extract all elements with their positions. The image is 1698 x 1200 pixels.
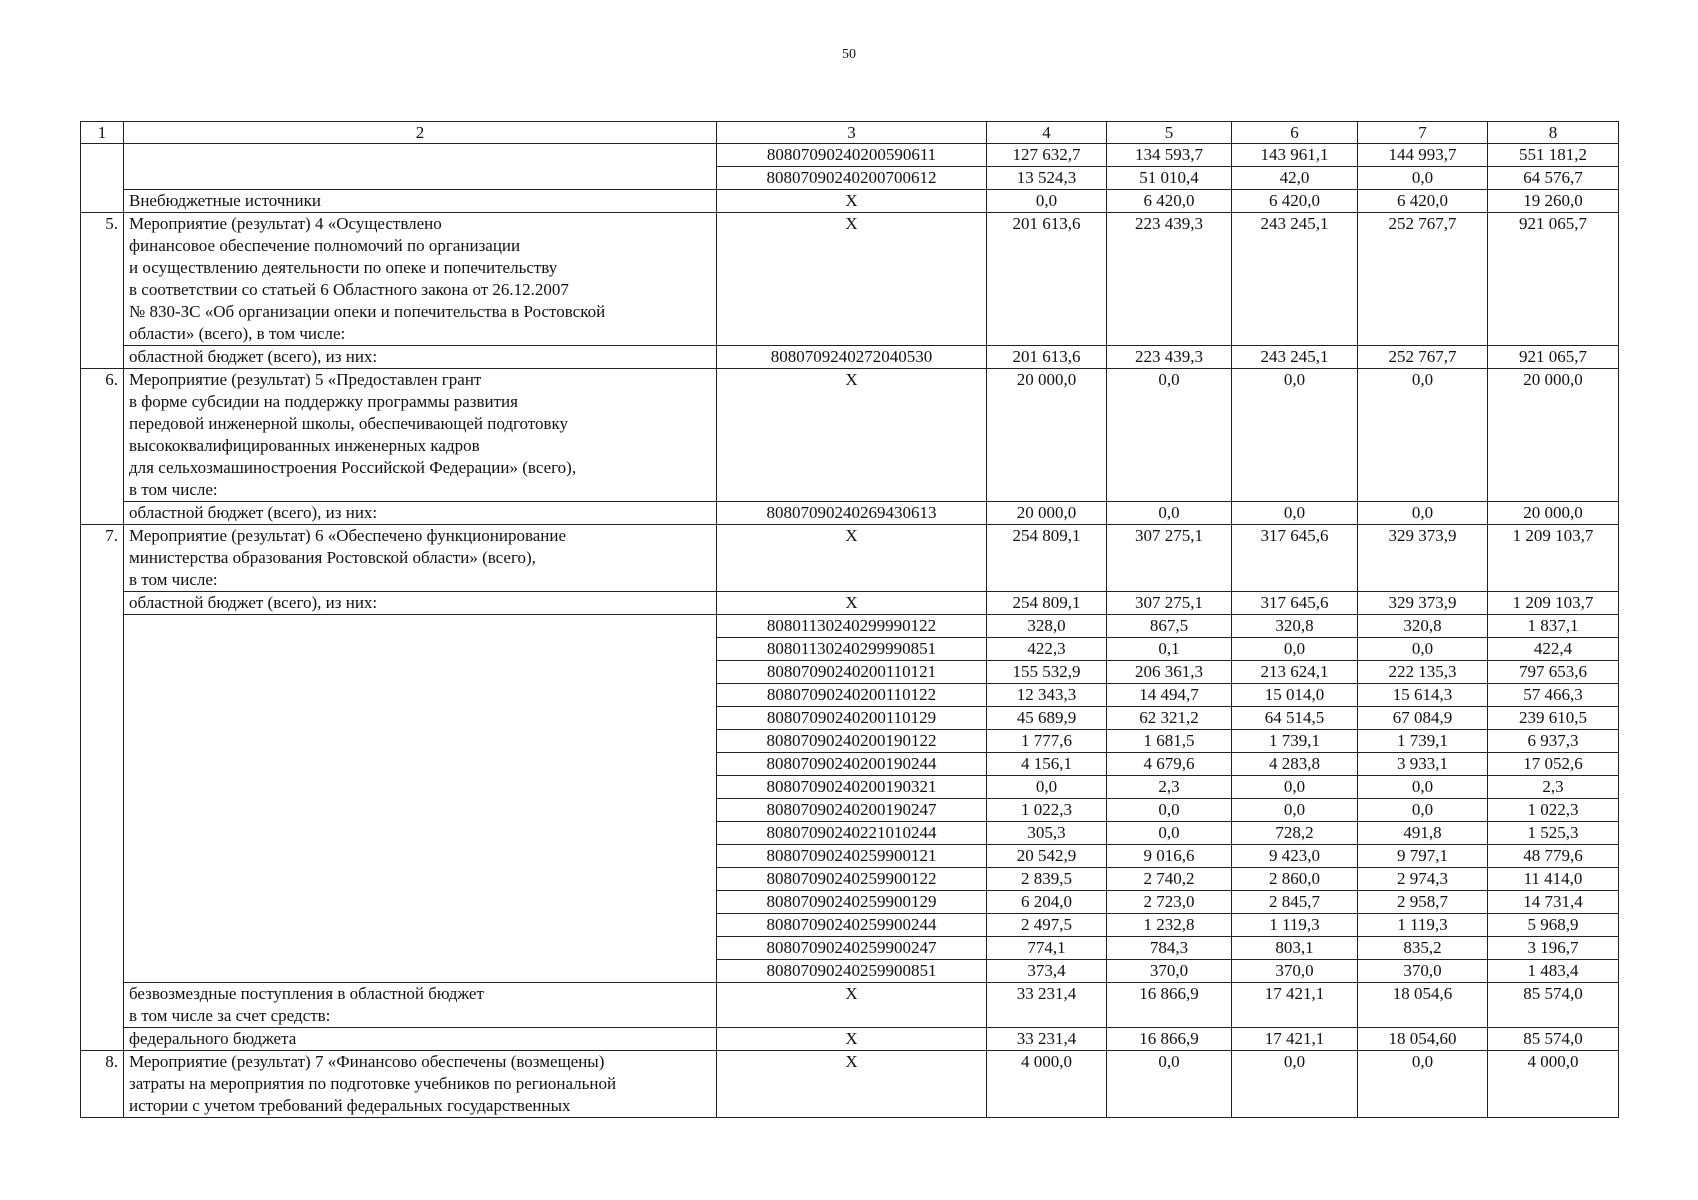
amount-cell: 4 000,0 [1488, 1051, 1619, 1118]
table-row [81, 799, 1619, 822]
column-number: 2 [124, 122, 717, 144]
row-description [124, 983, 717, 1028]
amount-cell: 0,1 [1107, 638, 1232, 661]
table-row [81, 592, 1619, 615]
description-line: высококвалифицированных инженерных кадров [129, 436, 480, 455]
row-number [81, 776, 124, 799]
amount-cell: 835,2 [1358, 937, 1488, 960]
amount-cell: 2 723,0 [1107, 891, 1232, 914]
amount-cell: 0,0 [1358, 799, 1488, 822]
amount-cell: 45 689,9 [987, 707, 1107, 730]
table-row [81, 891, 1619, 914]
amount-cell: 16 866,9 [1107, 983, 1232, 1028]
budget-code: Х [717, 190, 987, 213]
table-row [81, 983, 1619, 1028]
amount-cell: 9 797,1 [1358, 845, 1488, 868]
amount-cell: 921 065,7 [1488, 213, 1619, 346]
amount-cell: 33 231,4 [987, 983, 1107, 1028]
budget-code: 80807090240200110121 [717, 661, 987, 684]
amount-cell: 0,0 [1107, 369, 1232, 502]
description-line: области» (всего), в том числе: [129, 324, 346, 343]
amount-cell: 6 420,0 [1232, 190, 1358, 213]
amount-cell: 2 740,2 [1107, 868, 1232, 891]
description-line: для сельхозмашиностроения Российской Федерации» (всего), [129, 458, 577, 477]
row-number: 6. [81, 369, 124, 502]
row-description [124, 167, 717, 190]
row-number [81, 868, 124, 891]
row-number: 5. [81, 213, 124, 346]
description-line: безвозмездные поступления в областной бюджет [129, 984, 484, 1003]
amount-cell: 551 181,2 [1488, 144, 1619, 167]
amount-cell: 48 779,6 [1488, 845, 1619, 868]
amount-cell: 252 767,7 [1358, 213, 1488, 346]
row-number [81, 799, 124, 822]
amount-cell: 20 542,9 [987, 845, 1107, 868]
budget-code: 80807090240259900121 [717, 845, 987, 868]
row-description [124, 638, 717, 661]
table-row [81, 346, 1619, 369]
budget-code: Х [717, 369, 987, 502]
amount-cell: 0,0 [1358, 1051, 1488, 1118]
amount-cell: 1 119,3 [1358, 914, 1488, 937]
column-number: 7 [1358, 122, 1488, 144]
amount-cell: 0,0 [987, 776, 1107, 799]
description-line: истории с учетом требований федеральных государственных [129, 1096, 571, 1115]
table-row [81, 914, 1619, 937]
table-row [81, 502, 1619, 525]
table-row [81, 960, 1619, 983]
row-number [81, 845, 124, 868]
amount-cell: 867,5 [1107, 615, 1232, 638]
description-line: затраты на мероприятия по подготовке учебников по региональной [129, 1074, 617, 1093]
row-description [124, 845, 717, 868]
amount-cell: 64 514,5 [1232, 707, 1358, 730]
row-description [124, 615, 717, 638]
amount-cell: 4 679,6 [1107, 753, 1232, 776]
amount-cell: 5 968,9 [1488, 914, 1619, 937]
row-description [124, 190, 717, 213]
amount-cell: 2 860,0 [1232, 868, 1358, 891]
amount-cell: 20 000,0 [987, 502, 1107, 525]
amount-cell: 2 974,3 [1358, 868, 1488, 891]
amount-cell: 85 574,0 [1488, 1028, 1619, 1051]
amount-cell: 239 610,5 [1488, 707, 1619, 730]
description-line: в том числе за счет средств: [129, 1006, 331, 1025]
budget-code: 80807090240200110122 [717, 684, 987, 707]
table-row [81, 707, 1619, 730]
amount-cell: 20 000,0 [987, 369, 1107, 502]
amount-cell: 305,3 [987, 822, 1107, 845]
amount-cell: 784,3 [1107, 937, 1232, 960]
amount-cell: 127 632,7 [987, 144, 1107, 167]
row-number [81, 753, 124, 776]
table-row [81, 845, 1619, 868]
description-line: и осуществлению деятельности по опеке и попечительству [129, 258, 558, 277]
amount-cell: 0,0 [1232, 799, 1358, 822]
row-number [81, 730, 124, 753]
row-number [81, 592, 124, 615]
amount-cell: 1 209 103,7 [1488, 525, 1619, 592]
description-line: Внебюджетные источники [129, 191, 321, 210]
description-line: областной бюджет (всего), из них: [129, 503, 378, 522]
amount-cell: 0,0 [1358, 502, 1488, 525]
row-number [81, 615, 124, 638]
amount-cell: 2 497,5 [987, 914, 1107, 937]
description-line: Мероприятие (результат) 5 «Предоставлен грант [129, 370, 482, 389]
amount-cell: 254 809,1 [987, 525, 1107, 592]
amount-cell: 15 014,0 [1232, 684, 1358, 707]
description-line: областной бюджет (всего), из них: [129, 593, 378, 612]
amount-cell: 11 414,0 [1488, 868, 1619, 891]
row-description [124, 346, 717, 369]
amount-cell: 0,0 [1107, 799, 1232, 822]
amount-cell: 6 937,3 [1488, 730, 1619, 753]
row-number [81, 891, 124, 914]
column-number: 1 [81, 122, 124, 144]
budget-code: 80801130240299990122 [717, 615, 987, 638]
amount-cell: 803,1 [1232, 937, 1358, 960]
budget-code: 80807090240200590611 [717, 144, 987, 167]
amount-cell: 17 421,1 [1232, 1028, 1358, 1051]
amount-cell: 143 961,1 [1232, 144, 1358, 167]
amount-cell: 1 837,1 [1488, 615, 1619, 638]
description-line: министерства образования Ростовской области» (всего), [129, 548, 536, 567]
row-description [124, 937, 717, 960]
amount-cell: 3 933,1 [1358, 753, 1488, 776]
row-description [124, 525, 717, 592]
budget-code: 8080709240272040530 [717, 346, 987, 369]
row-number [81, 983, 124, 1028]
budget-code: 80807090240200190244 [717, 753, 987, 776]
amount-cell: 6 420,0 [1358, 190, 1488, 213]
amount-cell: 6 204,0 [987, 891, 1107, 914]
amount-cell: 14 731,4 [1488, 891, 1619, 914]
table-row [81, 776, 1619, 799]
row-number [81, 167, 124, 190]
row-number [81, 661, 124, 684]
amount-cell: 422,3 [987, 638, 1107, 661]
budget-code: 80807090240259900129 [717, 891, 987, 914]
description-line: передовой инженерной школы, обеспечивающей подготовку [129, 414, 569, 433]
row-number [81, 914, 124, 937]
amount-cell: 0,0 [1358, 369, 1488, 502]
budget-code: 80807090240259900851 [717, 960, 987, 983]
table-row [81, 369, 1619, 502]
table-row [81, 661, 1619, 684]
amount-cell: 18 054,60 [1358, 1028, 1488, 1051]
amount-cell: 320,8 [1232, 615, 1358, 638]
amount-cell: 0,0 [1107, 502, 1232, 525]
amount-cell: 370,0 [1232, 960, 1358, 983]
row-description [124, 776, 717, 799]
description-line: № 830-ЗС «Об организации опеки и попечительства в Ростовской [129, 302, 606, 321]
column-number: 3 [717, 122, 987, 144]
amount-cell: 0,0 [1232, 776, 1358, 799]
column-number: 4 [987, 122, 1107, 144]
description-line: в форме субсидии на поддержку программы развития [129, 392, 518, 411]
amount-cell: 328,0 [987, 615, 1107, 638]
amount-cell: 9 423,0 [1232, 845, 1358, 868]
amount-cell: 0,0 [1232, 638, 1358, 661]
amount-cell: 728,2 [1232, 822, 1358, 845]
budget-code: 80807090240200190247 [717, 799, 987, 822]
row-description [124, 730, 717, 753]
description-line: областной бюджет (всего), из них: [129, 347, 378, 366]
amount-cell: 2 845,7 [1232, 891, 1358, 914]
row-description [124, 684, 717, 707]
amount-cell: 42,0 [1232, 167, 1358, 190]
amount-cell: 921 065,7 [1488, 346, 1619, 369]
column-number: 6 [1232, 122, 1358, 144]
row-number [81, 822, 124, 845]
row-description [124, 799, 717, 822]
budget-table [80, 121, 1619, 1118]
description-line: Мероприятие (результат) 6 «Обеспечено функционирование [129, 526, 567, 545]
amount-cell: 243 245,1 [1232, 213, 1358, 346]
amount-cell: 0,0 [1107, 1051, 1232, 1118]
row-number: 8. [81, 1051, 124, 1118]
description-line: в том числе: [129, 480, 218, 499]
amount-cell: 3 196,7 [1488, 937, 1619, 960]
amount-cell: 243 245,1 [1232, 346, 1358, 369]
amount-cell: 307 275,1 [1107, 592, 1232, 615]
row-description [124, 592, 717, 615]
budget-code: 80807090240200190122 [717, 730, 987, 753]
amount-cell: 1 022,3 [987, 799, 1107, 822]
amount-cell: 0,0 [1232, 369, 1358, 502]
amount-cell: 2,3 [1488, 776, 1619, 799]
amount-cell: 0,0 [1232, 1051, 1358, 1118]
row-description [124, 960, 717, 983]
amount-cell: 16 866,9 [1107, 1028, 1232, 1051]
amount-cell: 4 000,0 [987, 1051, 1107, 1118]
description-line: Мероприятие (результат) 7 «Финансово обеспечены (возмещены) [129, 1052, 605, 1071]
row-description [124, 914, 717, 937]
amount-cell: 20 000,0 [1488, 369, 1619, 502]
table-row [81, 937, 1619, 960]
table-row [81, 868, 1619, 891]
budget-code: 80807090240221010244 [717, 822, 987, 845]
row-description [124, 1028, 717, 1051]
amount-cell: 317 645,6 [1232, 592, 1358, 615]
table-row [81, 615, 1619, 638]
amount-cell: 1 525,3 [1488, 822, 1619, 845]
row-description [124, 369, 717, 502]
row-description [124, 213, 717, 346]
budget-code: Х [717, 525, 987, 592]
amount-cell: 222 135,3 [1358, 661, 1488, 684]
amount-cell: 491,8 [1358, 822, 1488, 845]
amount-cell: 144 993,7 [1358, 144, 1488, 167]
budget-code: Х [717, 1051, 987, 1118]
table-row [81, 213, 1619, 346]
row-description [124, 502, 717, 525]
row-number: 7. [81, 525, 124, 592]
amount-cell: 64 576,7 [1488, 167, 1619, 190]
amount-cell: 0,0 [1358, 167, 1488, 190]
budget-code: 80807090240200110129 [717, 707, 987, 730]
amount-cell: 1 022,3 [1488, 799, 1619, 822]
row-number [81, 707, 124, 730]
description-line: Мероприятие (результат) 4 «Осуществлено [129, 214, 442, 233]
row-description [124, 891, 717, 914]
amount-cell: 85 574,0 [1488, 983, 1619, 1028]
amount-cell: 1 483,4 [1488, 960, 1619, 983]
column-number: 8 [1488, 122, 1619, 144]
amount-cell: 0,0 [1232, 502, 1358, 525]
budget-code: 80807090240200700612 [717, 167, 987, 190]
amount-cell: 0,0 [1107, 822, 1232, 845]
amount-cell: 62 321,2 [1107, 707, 1232, 730]
amount-cell: 797 653,6 [1488, 661, 1619, 684]
description-line: в соответствии со статьей 6 Областного закона от 26.12.2007 [129, 280, 569, 299]
amount-cell: 223 439,3 [1107, 213, 1232, 346]
amount-cell: 307 275,1 [1107, 525, 1232, 592]
amount-cell: 0,0 [987, 190, 1107, 213]
amount-cell: 254 809,1 [987, 592, 1107, 615]
description-line: в том числе: [129, 570, 218, 589]
amount-cell: 12 343,3 [987, 684, 1107, 707]
amount-cell: 1 777,6 [987, 730, 1107, 753]
amount-cell: 57 466,3 [1488, 684, 1619, 707]
table-row [81, 684, 1619, 707]
amount-cell: 15 614,3 [1358, 684, 1488, 707]
description-line: финансовое обеспечение полномочий по организации [129, 236, 521, 255]
table-row [81, 822, 1619, 845]
amount-cell: 223 439,3 [1107, 346, 1232, 369]
amount-cell: 774,1 [987, 937, 1107, 960]
amount-cell: 17 052,6 [1488, 753, 1619, 776]
amount-cell: 1 209 103,7 [1488, 592, 1619, 615]
row-number [81, 502, 124, 525]
budget-code: 80807090240269430613 [717, 502, 987, 525]
amount-cell: 155 532,9 [987, 661, 1107, 684]
amount-cell: 14 494,7 [1107, 684, 1232, 707]
amount-cell: 373,4 [987, 960, 1107, 983]
amount-cell: 370,0 [1358, 960, 1488, 983]
amount-cell: 4 283,8 [1232, 753, 1358, 776]
amount-cell: 201 613,6 [987, 346, 1107, 369]
amount-cell: 0,0 [1358, 638, 1488, 661]
page-number: 50 [842, 47, 856, 62]
row-description [124, 144, 717, 167]
row-description [124, 707, 717, 730]
amount-cell: 20 000,0 [1488, 502, 1619, 525]
amount-cell: 67 084,9 [1358, 707, 1488, 730]
budget-code: 80807090240200190321 [717, 776, 987, 799]
row-description [124, 868, 717, 891]
amount-cell: 9 016,6 [1107, 845, 1232, 868]
table-row [81, 1051, 1619, 1118]
amount-cell: 2 958,7 [1358, 891, 1488, 914]
amount-cell: 6 420,0 [1107, 190, 1232, 213]
column-number-row [81, 122, 1619, 144]
amount-cell: 329 373,9 [1358, 592, 1488, 615]
row-number [81, 144, 124, 167]
amount-cell: 329 373,9 [1358, 525, 1488, 592]
amount-cell: 422,4 [1488, 638, 1619, 661]
row-description [124, 661, 717, 684]
row-number [81, 1028, 124, 1051]
table-body [81, 122, 1619, 1118]
amount-cell: 2,3 [1107, 776, 1232, 799]
amount-cell: 1 739,1 [1358, 730, 1488, 753]
budget-code: Х [717, 983, 987, 1028]
amount-cell: 317 645,6 [1232, 525, 1358, 592]
budget-code: 80807090240259900122 [717, 868, 987, 891]
row-number [81, 638, 124, 661]
amount-cell: 1 119,3 [1232, 914, 1358, 937]
budget-code: Х [717, 213, 987, 346]
amount-cell: 201 613,6 [987, 213, 1107, 346]
amount-cell: 1 232,8 [1107, 914, 1232, 937]
table-row [81, 638, 1619, 661]
amount-cell: 134 593,7 [1107, 144, 1232, 167]
amount-cell: 252 767,7 [1358, 346, 1488, 369]
amount-cell: 17 421,1 [1232, 983, 1358, 1028]
amount-cell: 213 624,1 [1232, 661, 1358, 684]
budget-code: 80801130240299990851 [717, 638, 987, 661]
budget-code: 80807090240259900244 [717, 914, 987, 937]
table-row [81, 190, 1619, 213]
amount-cell: 33 231,4 [987, 1028, 1107, 1051]
row-number [81, 937, 124, 960]
amount-cell: 18 054,6 [1358, 983, 1488, 1028]
description-line: федерального бюджета [129, 1029, 297, 1048]
table-row [81, 730, 1619, 753]
table-row [81, 525, 1619, 592]
budget-code: 80807090240259900247 [717, 937, 987, 960]
row-description [124, 1051, 717, 1118]
budget-code: Х [717, 1028, 987, 1051]
column-number: 5 [1107, 122, 1232, 144]
amount-cell: 206 361,3 [1107, 661, 1232, 684]
row-number [81, 346, 124, 369]
amount-cell: 2 839,5 [987, 868, 1107, 891]
row-number [81, 960, 124, 983]
table-row [81, 167, 1619, 190]
amount-cell: 1 739,1 [1232, 730, 1358, 753]
row-number [81, 684, 124, 707]
row-number [81, 190, 124, 213]
table-row [81, 1028, 1619, 1051]
amount-cell: 320,8 [1358, 615, 1488, 638]
table-row [81, 144, 1619, 167]
amount-cell: 0,0 [1358, 776, 1488, 799]
amount-cell: 4 156,1 [987, 753, 1107, 776]
table-row [81, 753, 1619, 776]
row-description [124, 753, 717, 776]
amount-cell: 51 010,4 [1107, 167, 1232, 190]
amount-cell: 13 524,3 [987, 167, 1107, 190]
budget-code: Х [717, 592, 987, 615]
amount-cell: 370,0 [1107, 960, 1232, 983]
amount-cell: 1 681,5 [1107, 730, 1232, 753]
row-description [124, 822, 717, 845]
amount-cell: 19 260,0 [1488, 190, 1619, 213]
